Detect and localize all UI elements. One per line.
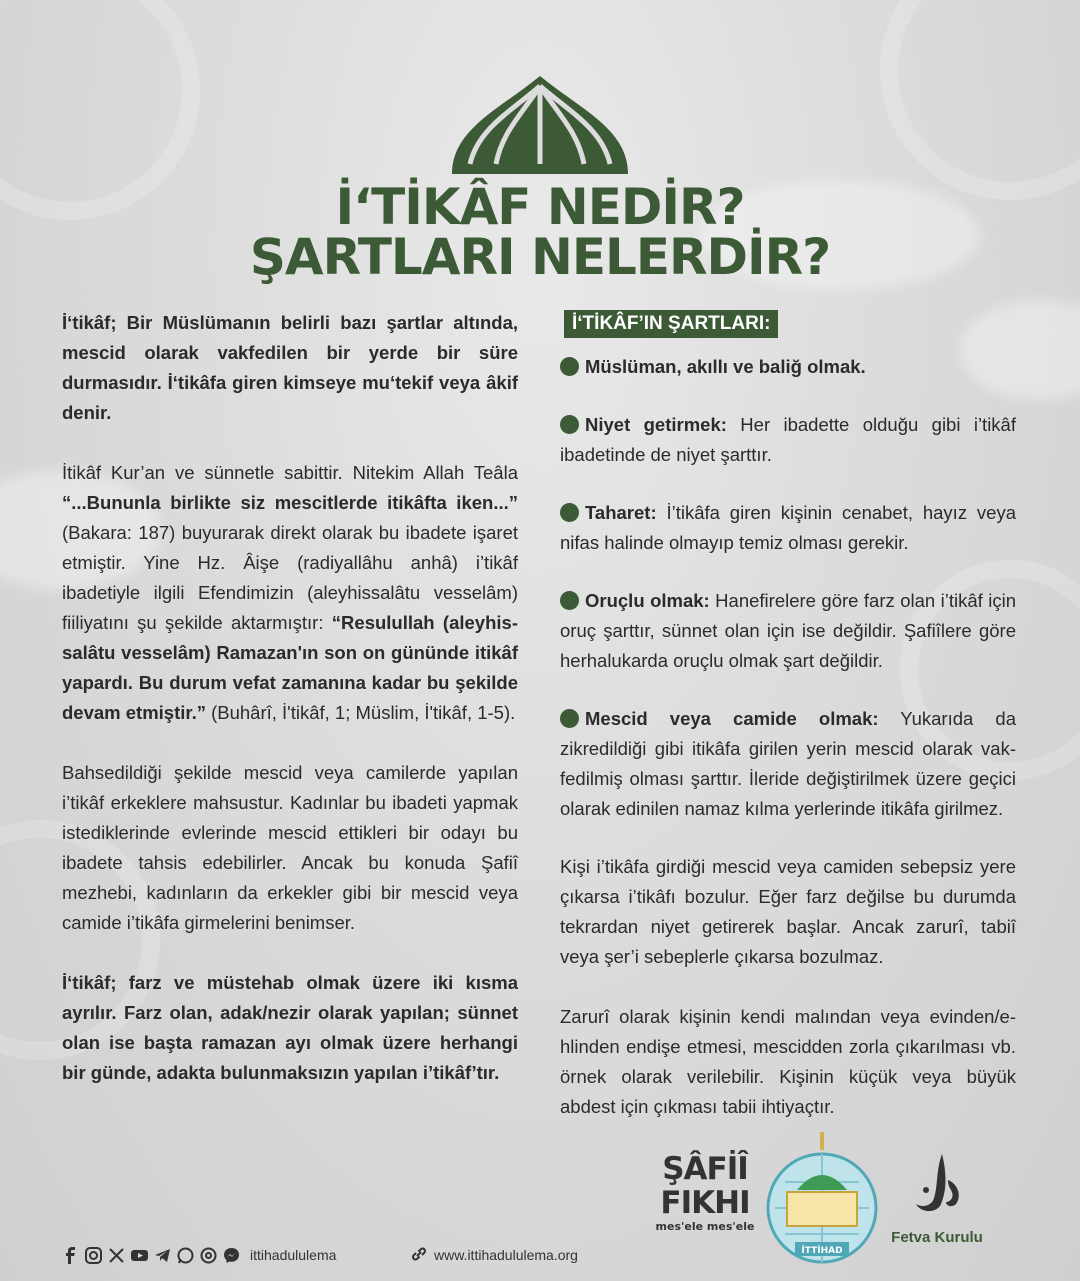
quran-quote: “...Bununla birlikte siz mescitlerde itikâfta iken...” [62,492,518,513]
bullet-dot-icon [560,415,579,434]
hadith-reference: (Buhârî, İ'tikâf, 1; Müslim, İ'tikâf, 1-5). [205,702,516,723]
condition-text: Hanefirelere göre farz olan i’tikâf için oruç şarttır, sünnet olan için ise değildir. Şafiîlere göre herhalukarda oruçlu olmak şart değildir. [560,590,1016,671]
social-handle[interactable]: ittihadululema [250,1247,337,1263]
social-icons [62,1247,240,1264]
fetva-kurulu-logo [887,1150,987,1246]
evidence-text: İtikâf Kur’an ve sünnetle sabittir. Nitekim Allah Teâla [62,462,518,483]
bullet-dot-icon [560,503,579,522]
right-column [560,308,1016,1152]
condition-text: Her ibadette olduğu gibi i’tikâf ibadetinde de niyet şarttır. [560,414,1016,465]
definition-paragraph: İ‘tikâf; Bir Müslümanın belirli bazı şartlar altında, mescid olarak vakfedilen bir yerde bir süre durmasıdır. İ‘tikâfa giren kimseye mu‘tekif veya âkif denir. [62,312,518,423]
safii-logo-subtitle: mes'ele mes'ele [655,1220,755,1233]
footer [62,1240,622,1270]
bullet-dot-icon [560,357,579,376]
types-paragraph: İ‘tikâf; farz ve müstehab olmak üzere iki kısma ayrılır. Farz olan, adak/nezir olarak yapılan; sünnet olan ise başta ramazan ayı olmak üzere herhangi bir günde, adakta bulunmaksızın yapılan i’tikâf’tır. [62,972,518,1083]
safii-fikhi-logo [655,1152,755,1234]
condition-item [560,704,1016,824]
header [0,0,1080,290]
bullet-dot-icon [560,591,579,610]
invalidation-paragraph: Kişi i’tikâfa girdiği mescid veya camiden sebepsiz yere çıkarsa i’tikâfı bozulur. Eğer farz değilse bu durumda tekrardan niyet getirerek başlar. Ancak zarurî, tabiî veya şer’i sebeplerle çıkarsa bozulmaz. [560,856,1016,967]
youtube-icon[interactable] [131,1247,148,1264]
evidence-paragraph [62,458,518,728]
fetva-calligraphy-icon [902,1150,972,1220]
logo-group [655,1130,995,1270]
link-icon [410,1245,428,1266]
x-icon[interactable] [108,1247,125,1264]
bullet-dot-icon [560,709,579,728]
condition-label: Müslüman, akıllı ve baliğ olmak. [585,356,866,377]
hadith-quote: “Resulullah (aleyhissalâtu vesselâm) Ramazan'ın son on gününde itikâf yapardı. Bu durum vefat zamanına kadar bu şekilde devam etmiştir.” [62,612,518,723]
evidence-text: (Bakara: 187) buyurarak direkt olarak bu ibadete işaret etmiştir. Yine Hz. Âişe (radiyallâhu anhâ) i’tikâf ibadetiyle ilgili Efendimizin (aleyhissalâtu vesselâm) fiiliyatını şu şekilde aktarmıştır: [62,522,518,633]
condition-item [560,498,1016,558]
messenger-icon[interactable] [223,1247,240,1264]
condition-text: Yukarıda da zikredildiği gibi itikâfa girilen yerin mescid olarak vakfedilmiş olması şarttır. İleride değiştirilmek üzere geçici olarak edinilen namaz kılma yerlerinde itikâfa girilmez. [560,708,1016,819]
instagram-icon[interactable] [85,1247,102,1264]
condition-label: Taharet: [585,502,657,523]
necessity-paragraph: Zarurî olarak kişinin kendi malından veya evinden/ehlinden endişe etmesi, mescidden zorla çıkarılması vb. örnek olarak verilebilir. Kişinin küçük veya büyük abdest için çıkması tabii ihtiyaçtır. [560,1006,1016,1117]
condition-item [560,352,1016,382]
page-title-line2: ŞARTLARI NELERDİR? [249,228,831,286]
condition-label: Oruçlu olmak: [585,590,710,611]
page-title-line1: İ‘TİKÂF NEDİR? [335,178,745,236]
conditions-list [560,352,1016,824]
threads-icon[interactable] [200,1247,217,1264]
condition-text: İ’tikâfa giren kişinin cenabet, hayız veya nifas halinde olmayıp temiz olması gerekir. [560,502,1016,553]
condition-label: Niyet getirmek: [585,414,727,435]
condition-item [560,410,1016,470]
ittihad-logo-label: İTTİHAD [801,1246,843,1256]
website-url[interactable]: www.ittihadululema.org [434,1247,578,1263]
left-column [62,308,518,1118]
safii-logo-line2: FIKHI [660,1185,750,1221]
whatsapp-icon[interactable] [177,1247,194,1264]
ittihad-logo [765,1130,880,1270]
telegram-icon[interactable] [154,1247,171,1264]
fetva-kurulu-label: Fetva Kurulu [891,1229,983,1246]
condition-label: Mescid veya camide olmak: [585,708,879,729]
safii-logo-line1: ŞÂFİÎ [662,1151,748,1187]
website-link[interactable] [410,1245,578,1266]
facebook-icon[interactable] [62,1247,79,1264]
conditions-heading: İ‘TİKÂF’IN ŞARTLARI: [564,310,778,338]
women-paragraph: Bahsedildiği şekilde mescid veya camilerde yapılan i’tikâf erkeklere mahsustur. Kadınlar bu ibadeti yapmak istediklerinde evlerinde mescid ettikleri bir odayı bu ibadete tahsis edebilirler. Ancak bu konuda Şafiî mezhebi, kadınların da erkekler gibi bir mescid veya camide i’tikâfa girmelerini benimser. [62,762,518,933]
mosque-dome-icon [440,14,640,179]
condition-item [560,586,1016,676]
